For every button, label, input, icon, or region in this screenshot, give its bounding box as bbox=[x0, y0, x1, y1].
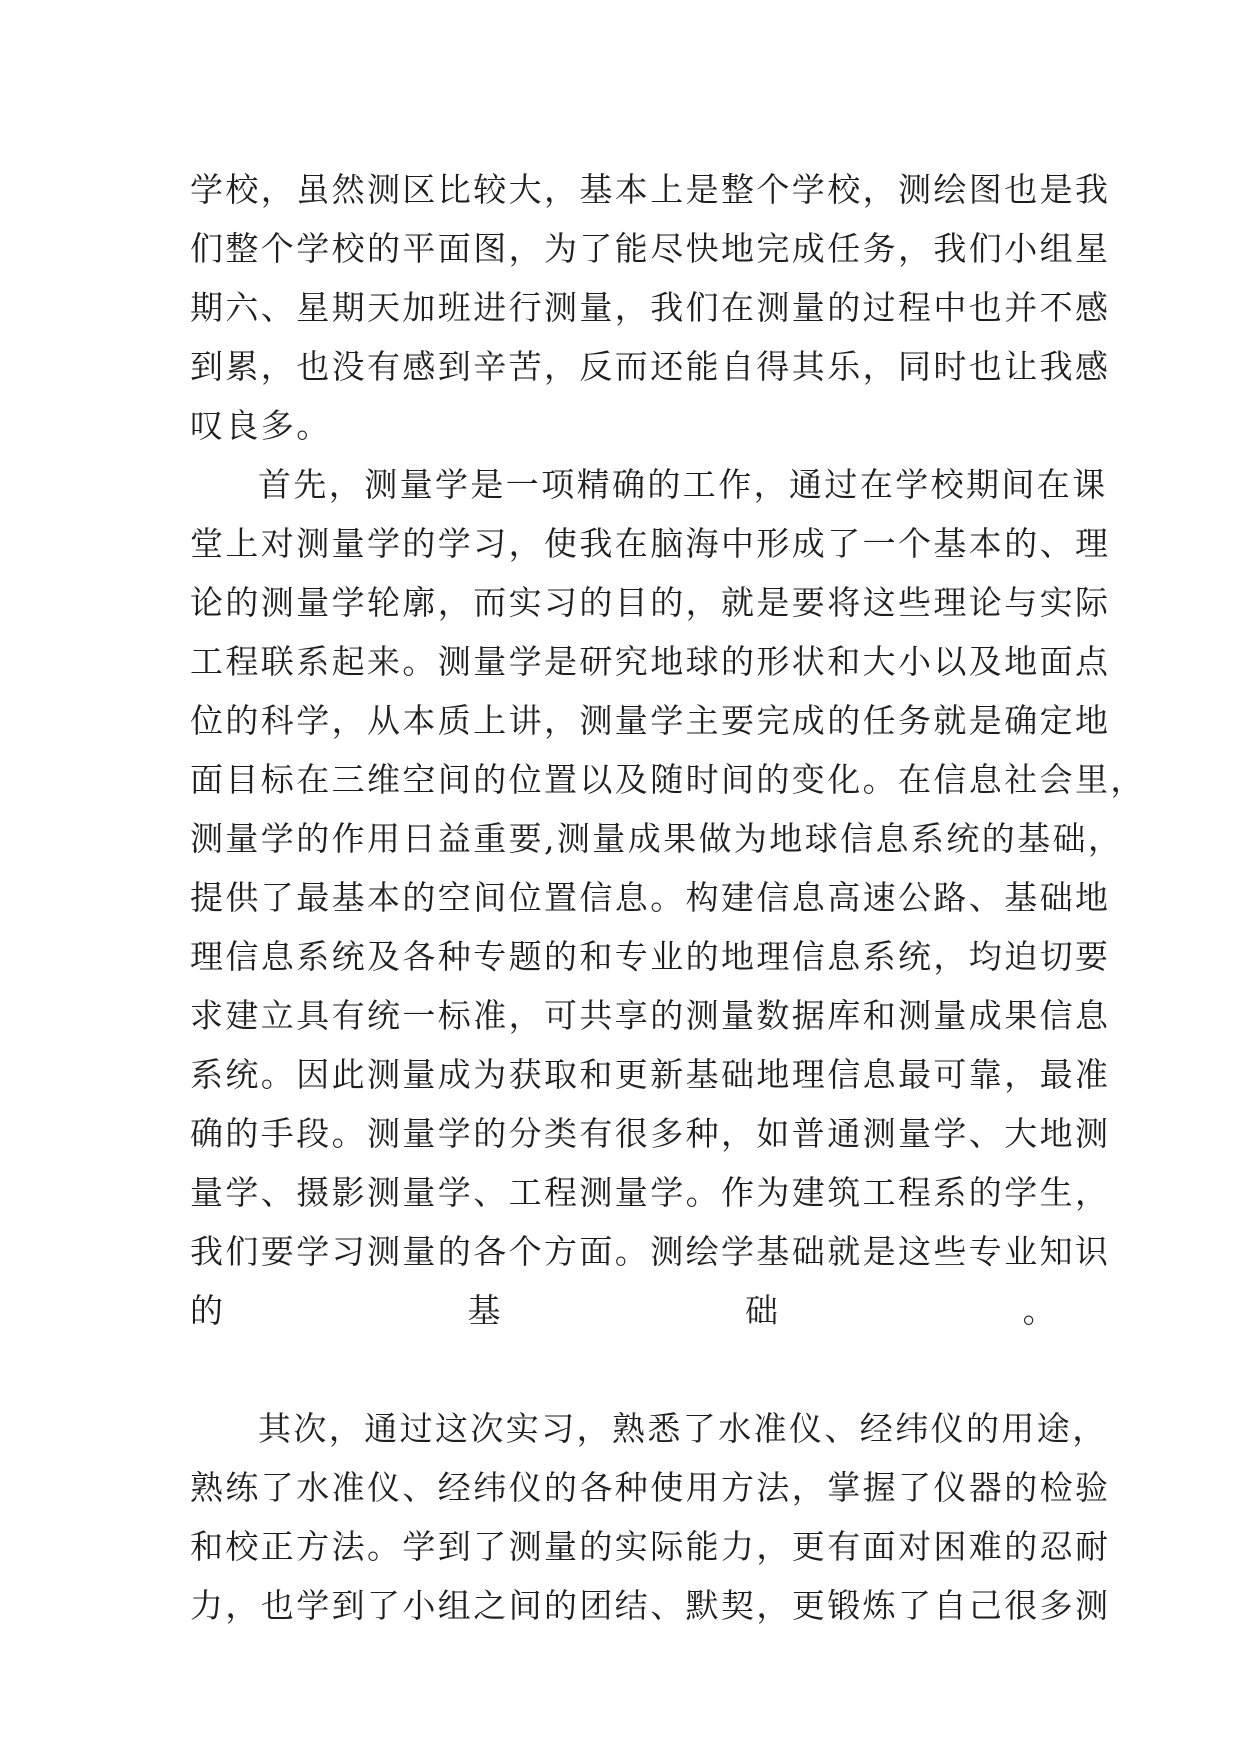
text-line: 位的科学，从本质上讲，测量学主要完成的任务就是确定地 bbox=[190, 701, 1111, 740]
text-line: 到累，也没有感到辛苦，反而还能自得其乐，同时也让我感 bbox=[190, 347, 1111, 386]
text-line: 和校正方法。学到了测量的实际能力，更有面对困难的忍耐 bbox=[190, 1527, 1111, 1566]
text-line bbox=[190, 1340, 1058, 1399]
text-line: 确的手段。测量学的分类有很多种，如普通测量学、大地测 bbox=[190, 1114, 1111, 1153]
text-line: 的基础。 bbox=[190, 1291, 1058, 1330]
text-line: 提供了最基本的空间位置信息。构建信息高速公路、基础地 bbox=[190, 878, 1111, 917]
paragraph-3 bbox=[190, 1399, 1111, 1635]
paragraph-2 bbox=[190, 455, 1146, 1399]
paragraph-1 bbox=[190, 160, 1111, 455]
text-line: 量学、摄影测量学、工程测量学。作为建筑工程系的学生， bbox=[190, 1173, 1111, 1212]
text-line: 工程联系起来。测量学是研究地球的形状和大小以及地面点 bbox=[190, 642, 1111, 681]
text-line: 我们要学习测量的各个方面。测绘学基础就是这些专业知识 bbox=[190, 1232, 1111, 1271]
text-line: 期六、星期天加班进行测量，我们在测量的过程中也并不感 bbox=[190, 288, 1111, 327]
text-line: 熟练了水准仪、经纬仪的各种使用方法，掌握了仪器的检验 bbox=[190, 1468, 1111, 1507]
text-line: 测量学的作用日益重要,测量成果做为地球信息系统的基础， bbox=[190, 819, 1124, 858]
text-line: 力，也学到了小组之间的团结、默契，更锻炼了自己很多测 bbox=[190, 1586, 1111, 1625]
text-line: 叹良多。 bbox=[190, 406, 332, 445]
text-line: 们整个学校的平面图，为了能尽快地完成任务，我们小组星 bbox=[190, 229, 1111, 268]
text-line: 首先，测量学是一项精确的工作，通过在学校期间在课 bbox=[258, 465, 1108, 504]
text-line: 其次，通过这次实习，熟悉了水准仪、经纬仪的用途， bbox=[258, 1409, 1108, 1448]
text-line: 理信息系统及各种专题的和专业的地理信息系统，均迫切要 bbox=[190, 937, 1111, 976]
text-line: 学校，虽然测区比较大，基本上是整个学校，测绘图也是我 bbox=[190, 170, 1111, 209]
text-line: 论的测量学轮廓，而实习的目的，就是要将这些理论与实际 bbox=[190, 583, 1111, 622]
text-line: 面目标在三维空间的位置以及随时间的变化。在信息社会里， bbox=[190, 760, 1146, 799]
text-line: 堂上对测量学的学习，使我在脑海中形成了一个基本的、理 bbox=[190, 524, 1111, 563]
text-line: 系统。因此测量成为获取和更新基础地理信息最可靠，最准 bbox=[190, 1055, 1111, 1094]
document-body bbox=[190, 160, 1146, 1635]
text-line: 求建立具有统一标准，可共享的测量数据库和测量成果信息 bbox=[190, 996, 1111, 1035]
